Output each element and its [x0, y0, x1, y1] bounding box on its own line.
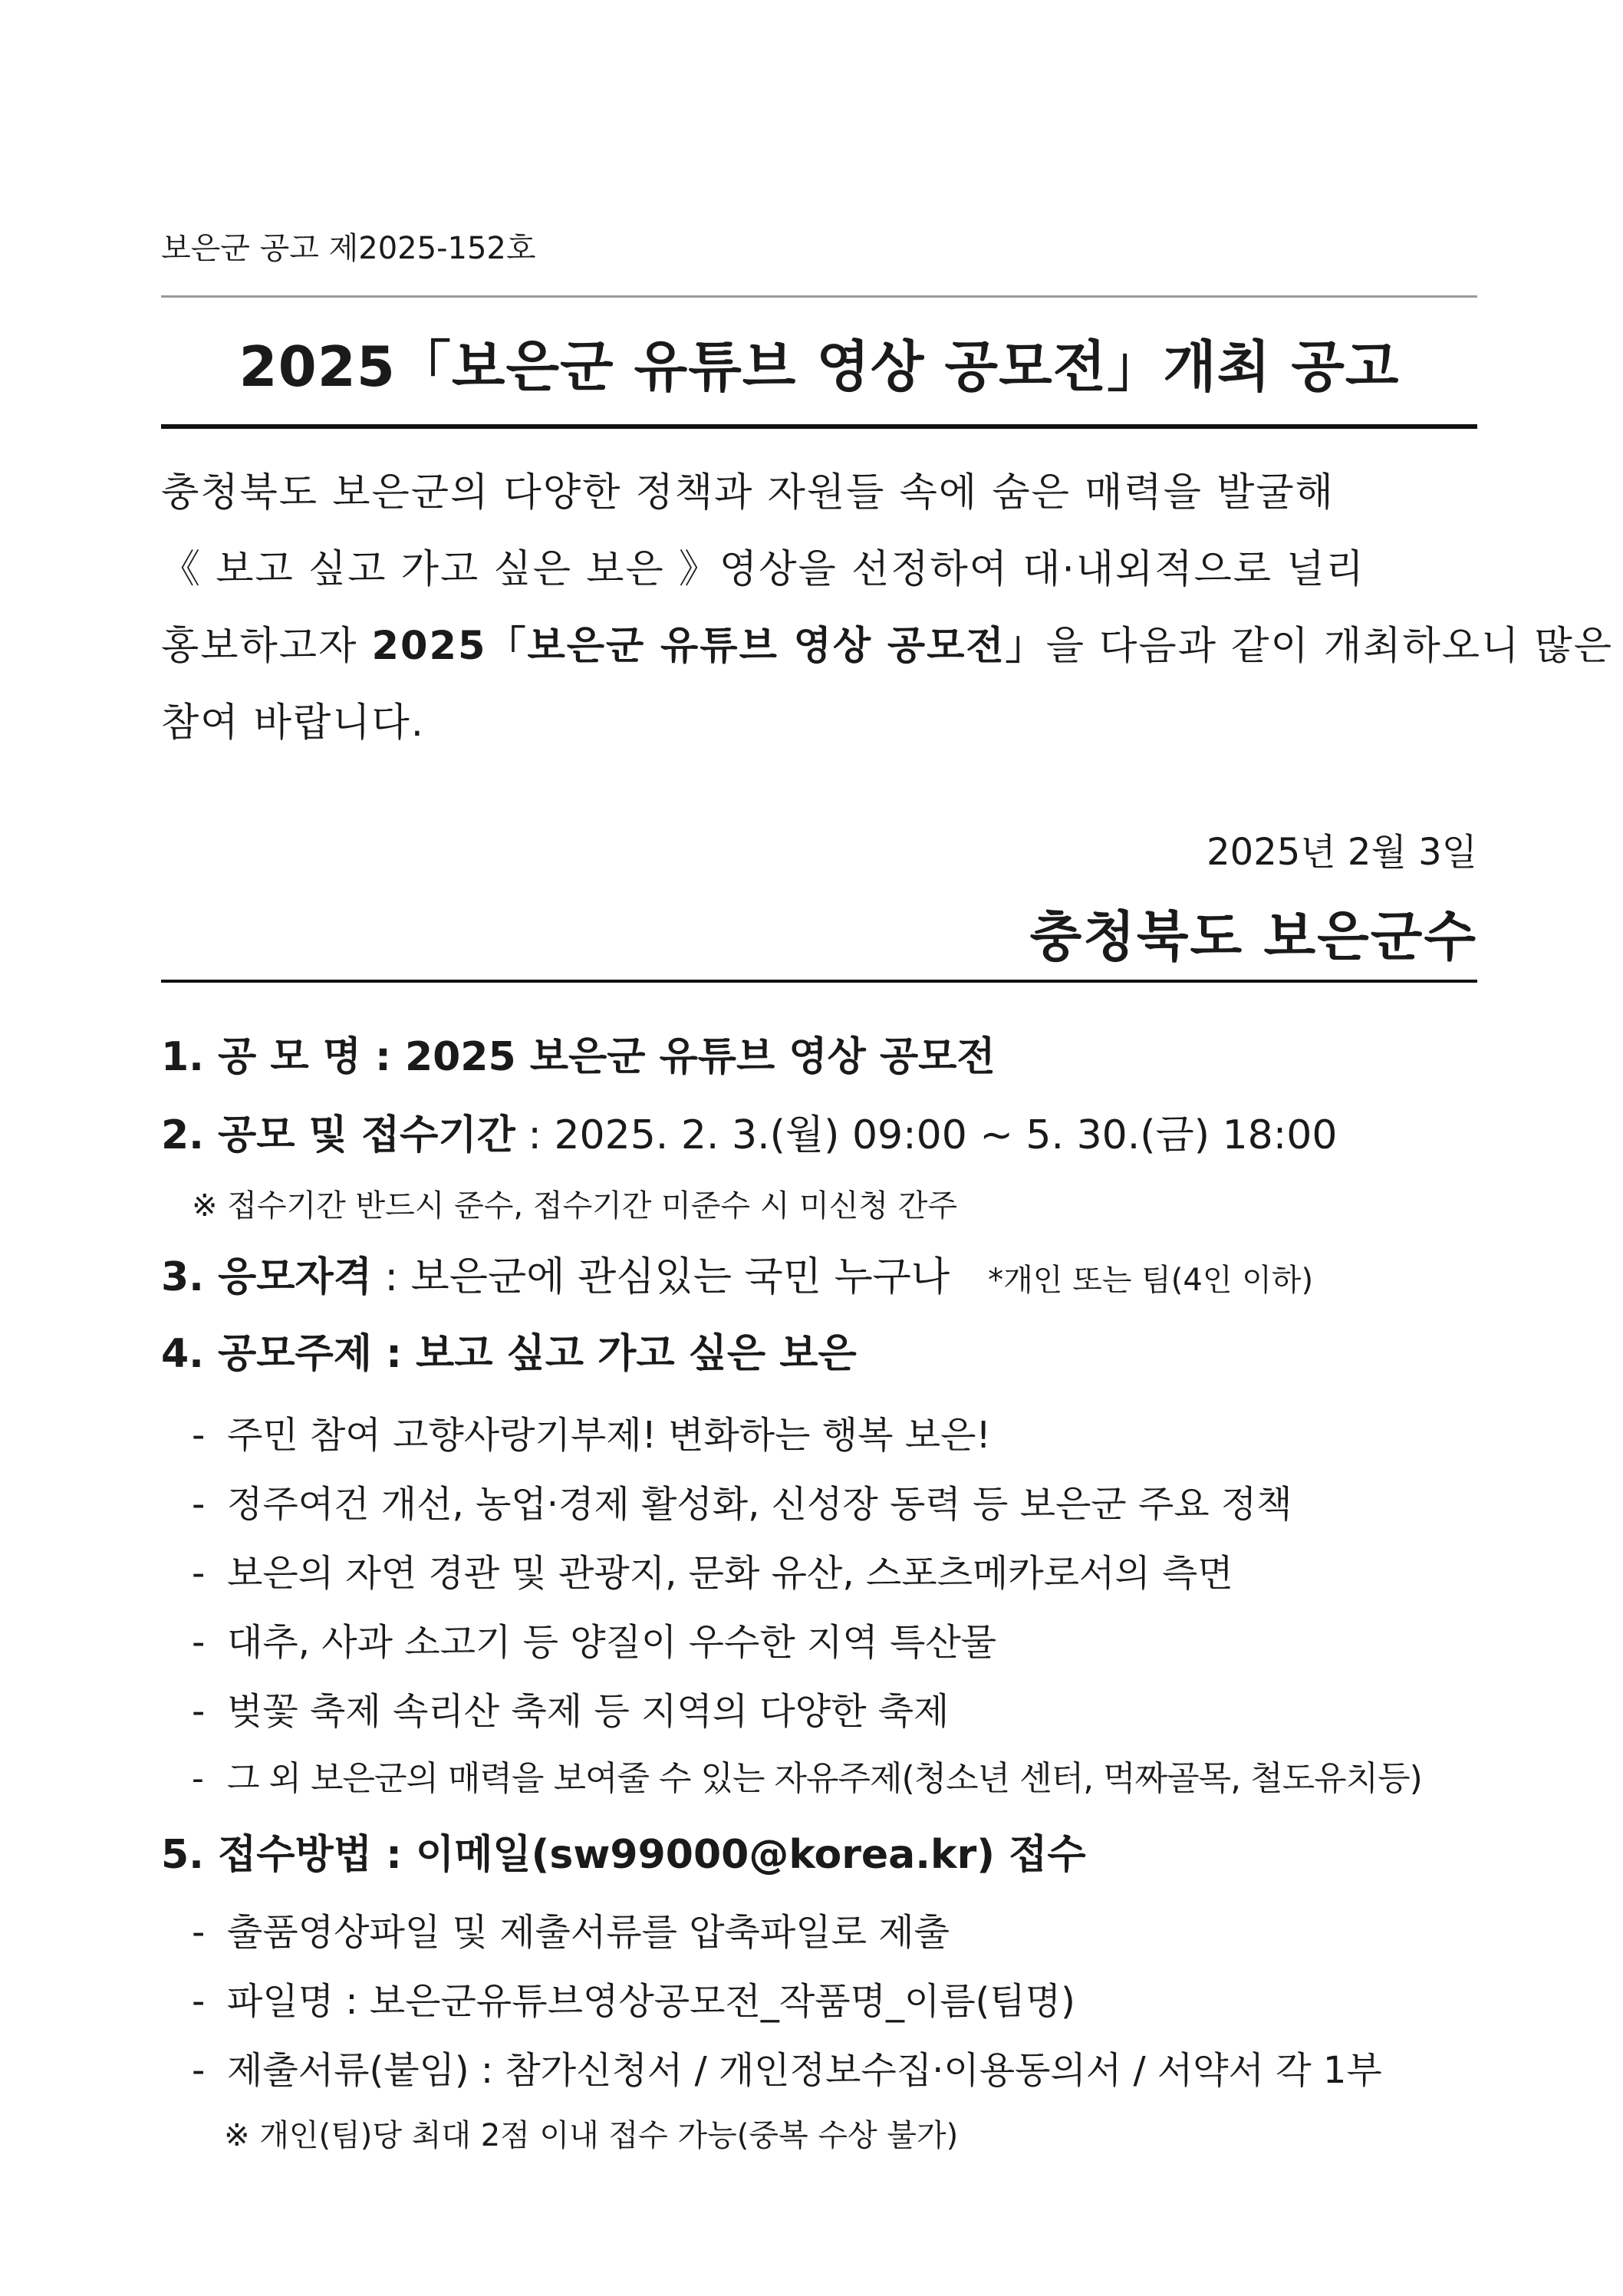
section-5-item: - 출품영상파일 및 제출서류를 압축파일로 제출: [192, 1911, 950, 1954]
section-1-label: 1. 공 모 명 : 2025 보은군 유튜브 영상 공모전: [161, 1034, 996, 1080]
section-5-label: 5. 접수방법 : 이메일(sw99000@korea.kr) 접수: [161, 1832, 1086, 1878]
section-3-value: : 보은군에 관심있는 국민 누구나: [371, 1254, 950, 1300]
page-title: 2025「보은군 유튜브 영상 공모전」개최 공고: [239, 334, 1400, 399]
top-divider: [161, 295, 1477, 298]
title-divider: [161, 424, 1477, 429]
section-2-value: : 2025. 2. 3.(월) 09:00 ~ 5. 30.(금) 18:00: [515, 1112, 1338, 1158]
section-4-item: - 벚꽃 축제 속리산 축제 등 지역의 다양한 축제: [192, 1690, 950, 1733]
section-2-note: ※ 접수기간 반드시 준수, 접수기간 미준수 시 미신청 간주: [192, 1188, 958, 1224]
section-5-item: - 파일명 : 보은군유튜브영상공모전_작품명_이름(팀명): [192, 1980, 1075, 2023]
intro-line-2: 《 보고 싶고 가고 싶은 보은 》영상을 선정하여 대·내외적으로 널리: [161, 547, 1365, 592]
section-4: [161, 1321, 857, 1379]
intro-line-4: 참여 바랍니다.: [161, 700, 426, 746]
section-4-item: - 정주여건 개선, 농업·경제 활성화, 신성장 동력 등 보은군 주요 정책: [192, 1483, 1292, 1526]
section-5-item: - 제출서류(붙임) : 참가신청서 / 개인정보수집·이용동의서 / 서약서 각 1부: [192, 2049, 1382, 2092]
section-3-eligibility-note: *개인 또는 팀(4인 이하): [988, 1263, 1314, 1298]
intro-line-3-post: 을 다음과 같이 개최하오니 많은: [1045, 624, 1613, 669]
intro-line-3-pre: 홍보하고자: [161, 624, 372, 669]
section-1: [161, 1024, 996, 1082]
intro-line-1: 충청북도 보은군의 다양한 정책과 자원들 속에 숨은 매력을 발굴해: [161, 470, 1335, 516]
section-4-item: - 대추, 사과 소고기 등 양질이 우수한 지역 특산물: [192, 1621, 997, 1664]
section-4-item: - 주민 참여 고향사랑기부제! 변화하는 행복 보은!: [192, 1414, 991, 1457]
issuer-name: 충청북도 보은군수: [1029, 905, 1477, 968]
section-3: [161, 1244, 1313, 1302]
section-5-note: ※ 개인(팀)당 최대 2점 이내 접수 가능(중복 수상 불가): [224, 2118, 959, 2153]
notice-number: 보은군 공고 제2025-152호: [161, 231, 536, 266]
section-divider: [161, 980, 1477, 983]
section-4-label: 4. 공모주제 : 보고 싶고 가고 싶은 보은: [161, 1331, 857, 1377]
section-2: [161, 1102, 1337, 1160]
notice-date: 2025년 2월 3일: [1207, 831, 1477, 874]
intro-line-3: [161, 614, 1613, 670]
intro-contest-name: 2025「보은군 유튜브 영상 공모전」: [371, 624, 1046, 669]
section-5: [161, 1822, 1086, 1879]
section-4-item: - 보은의 자연 경관 및 관광지, 문화 유산, 스포츠메카로서의 측면: [192, 1552, 1233, 1595]
section-2-label: 2. 공모 및 접수기간: [161, 1112, 515, 1158]
section-3-label: 3. 응모자격: [161, 1254, 372, 1300]
section-4-item: - 그 외 보은군의 매력을 보여줄 수 있는 자유주제(청소년 센터, 먹짜골목, 철도유치등): [192, 1759, 1422, 1798]
